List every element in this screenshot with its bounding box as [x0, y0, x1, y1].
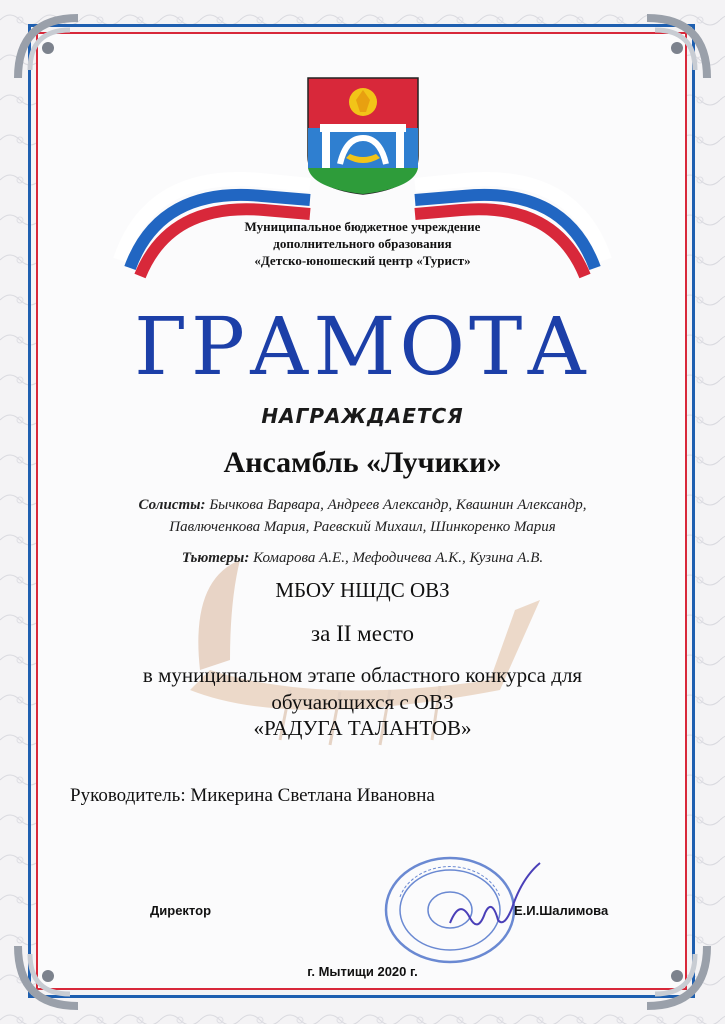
soloists-names-2: Павлюченкова Мария, Раевский Михаил, Шинкоренко Мария: [169, 519, 556, 535]
soloists-line-1: [60, 494, 665, 516]
soloists-label: Солисты:: [138, 497, 206, 513]
soloists-names-1: Бычкова Варвара, Андреев Александр, Квашнин Александр,: [209, 497, 587, 513]
contest-line-1: в муниципальном этапе областного конкурса для: [142, 663, 583, 687]
organization-line-1: Муниципальное бюджетное учреждение: [244, 219, 481, 234]
tutors-label: Тьютеры:: [181, 550, 250, 566]
corner-ornament-top-right: [637, 8, 717, 88]
tutors-names: Комарова А.Е., Мефодичева А.К., Кузина А.В.: [253, 550, 544, 566]
city-year: г. Мытищи 2020 г.: [307, 964, 418, 979]
leader-text: Руководитель: Микерина Светлана Ивановна: [70, 785, 435, 806]
place-text: за II место: [311, 621, 414, 646]
director-label: Директор: [150, 903, 212, 918]
school-name: МБОУ НШДС ОВЗ: [275, 578, 450, 602]
organization-line-2: дополнительного образования: [273, 236, 452, 251]
awardee-name: Ансамбль «Лучики»: [223, 446, 502, 479]
corner-ornament-top-left: [8, 8, 88, 88]
director-name: Е.И.Шалимова: [514, 903, 609, 918]
certificate-subtitle: НАГРАЖДАЕТСЯ: [261, 404, 464, 428]
certificate-title: ГРАМОТА: [134, 300, 591, 393]
contest-line-3: «РАДУГА ТАЛАНТОВ»: [253, 716, 472, 740]
coat-of-arms: [306, 76, 420, 196]
tutors-line: [60, 547, 665, 569]
organization-line-3: «Детско-юношеский центр «Турист»: [254, 253, 471, 268]
contest-line-2: обучающихся с ОВЗ: [271, 690, 454, 714]
